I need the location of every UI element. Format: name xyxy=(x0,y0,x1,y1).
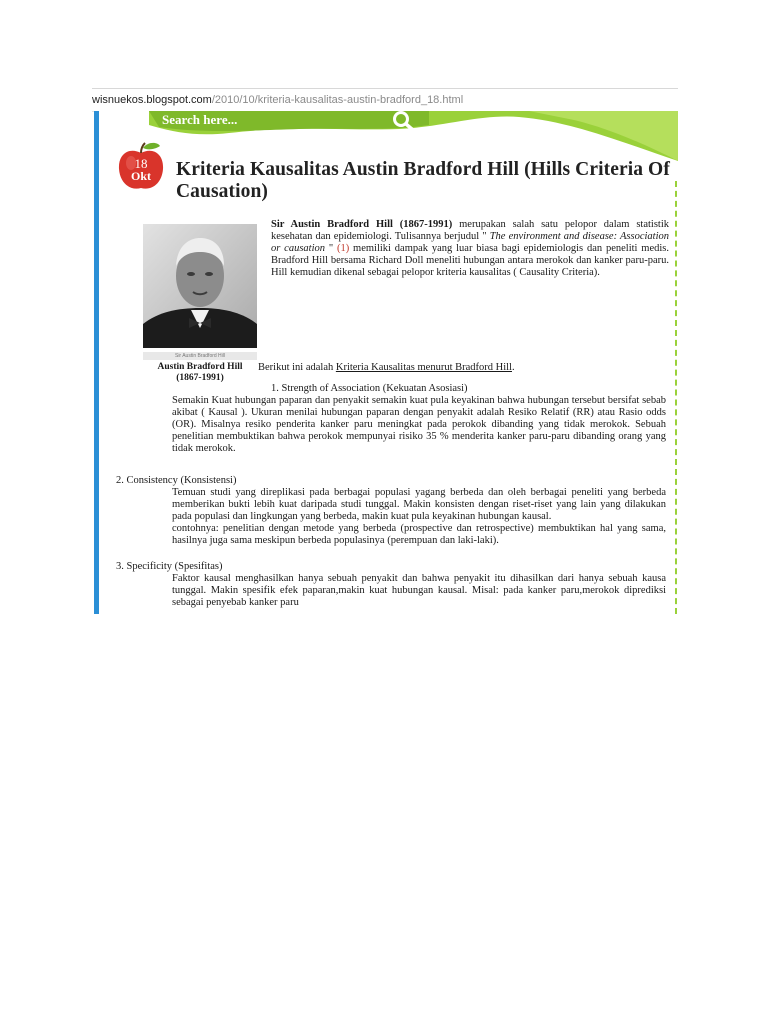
url-path: /2010/10/kriteria-kausalitas-austin-bradford_18.html xyxy=(211,94,464,106)
date-month: Okt xyxy=(130,169,151,183)
section-body-strength: Semakin Kuat hubungan paparan dan penyakit semakin kuat pula keyakinan bahwa hubungan tersebut bersifat sebab akibat ( Kausal ). Ukuran menilai hubungan paparan dengan penyakit adalah Resiko Relatif (RR) atau Rasio odds (OR). Misalnya resiko penderita kanker paru meningkat pada perokok dibanding yang tidak merokok. Sebuah penelitian membuktikan bahwa perokok mempunyai risiko 35 % menderita kanker paru-paru dibanding orang yang tidak merokok. xyxy=(172,395,666,454)
date-apple-badge xyxy=(116,141,166,193)
right-dashed-border xyxy=(675,181,677,614)
section-title-consistency: 2. Consistency (Konsistensi) xyxy=(116,475,237,486)
caption-name: Austin Bradford Hill xyxy=(157,362,243,372)
blog-page xyxy=(94,111,678,614)
search-icon[interactable] xyxy=(390,111,416,133)
intro-text-c: memiliki dampak yang luar biasa bagi epidemiologis dan peneliti medis. Bradford Hill bersama Richard Doll meneliti hubungan antara merokok dan kanker paru-paru. Hill kemudian dikenal sebagai pelopor kriteria kausalitas ( Causality Criteria). xyxy=(271,243,669,278)
date-day: 18 xyxy=(134,156,148,171)
caption-years: (1867-1991) xyxy=(176,373,224,383)
intro-text-a: merupakan salah satu pelopor dalam statistik kesehatan dan epidemiologi. Tulisannya berjudul " xyxy=(271,219,669,242)
photo-caption xyxy=(143,362,257,384)
section-body-specificity: Faktor kausal menghasilkan hanya sebuah penyakit dan bahwa penyakit itu dihasilkan dari hanya sebuah kausa tunggal. Makin spesifik efek paparan,makin kuat hubungan kausal. Misal: pada kanker paru,merokok diprediksi sebagai penyebab kanker paru xyxy=(172,573,666,608)
consistency-paragraph: Temuan studi yang direplikasi pada berbagai populasi yagang berbeda dan oleh berbagai peneliti yang berbeda memberikan bukti lebih kuat daripada studi tunggal. Makin konsisten dengan riset-riset yang lain yang dilakukan pada populasi dan lingkungan yang berbeda, makin kuat pula keyakinan hubungan kausal. xyxy=(172,487,666,522)
url-host: wisnuekos.blogspot.com xyxy=(92,94,212,106)
author-photo xyxy=(143,224,257,348)
intro-name: Sir Austin Bradford Hill (1867-1991) xyxy=(271,219,453,230)
section-title-specificity: 3. Specificity (Spesifitas) xyxy=(116,561,223,572)
post-title: Kriteria Kausalitas Austin Bradford Hill (Hills Criteria Of Causation) xyxy=(176,159,670,202)
citation-link[interactable]: (1) xyxy=(336,243,350,254)
address-bar[interactable] xyxy=(92,88,678,112)
section-body-consistency xyxy=(172,487,666,547)
left-accent-bar xyxy=(94,111,99,614)
intro-text-b: " xyxy=(328,243,337,254)
criteria-lead xyxy=(258,362,658,373)
intro-work-title: The environment and disease: Association or causation xyxy=(271,231,669,254)
lead-prefix: Berikut ini adalah xyxy=(258,362,336,373)
search-input[interactable]: Search here... xyxy=(162,112,238,127)
intro-paragraph xyxy=(271,219,669,279)
section-title-strength: 1. Strength of Association (Kekuatan Asosiasi) xyxy=(271,383,468,394)
lead-suffix: . xyxy=(511,362,515,373)
consistency-example: contohnya: penelitian dengan metode yang berbeda (prospective dan retrospective) membuktikan hal yang sama, hasilnya juga sama meskipun berbeda populasinya (perempuan dan laki-laki). xyxy=(172,523,666,546)
criteria-link[interactable]: Kriteria Kausalitas menurut Bradford Hill xyxy=(335,362,512,373)
photo-credit-strip: Sir Austin Bradford Hill xyxy=(143,352,257,360)
